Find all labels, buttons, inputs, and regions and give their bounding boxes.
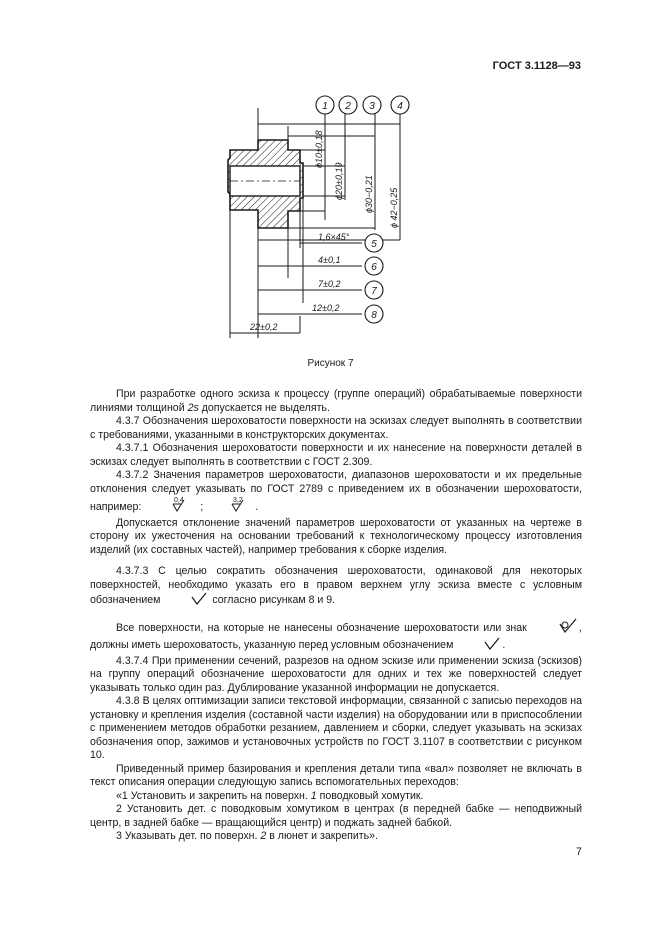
paragraph-deviation: Допускается отклонение значений параметров шероховатости от указанных на чертеже в сторону их ужесточения на основании требований к технологическому процессу изготовления изделий (их составных частей), например требования к сборке изделия. — [90, 516, 582, 556]
callout-label-7: 7 — [371, 286, 377, 297]
part-section — [228, 140, 303, 228]
roughness-check-icon — [165, 592, 207, 610]
dim-12: 12±0,2 — [312, 303, 340, 313]
transition-3: 3 Указывать дет. по поверхн. 2 в люнет и закрепить». — [116, 830, 378, 842]
page-number: 7 — [576, 846, 582, 858]
figure-caption: Рисунок 7 — [307, 358, 354, 369]
callout-label-2: 2 — [345, 101, 351, 112]
callout-label-3: 3 — [369, 101, 375, 112]
callout-label-8: 8 — [371, 310, 377, 321]
paragraph-1: При разработке одного эскиза к процессу (группе операций) обрабатываемые поверхности линиями толщиной 2s допускается не выделять. — [90, 388, 582, 414]
dim-22: 22±0,2 — [250, 322, 278, 332]
callout-label-1: 1 — [322, 101, 328, 112]
paragraph-4-3-8: 4.3.8 В целях оптимизации записи текстовой информации, связанной с записью переходов на установку и крепления изделия (составной части изделия) на оборудовании или в приспособлении с применением методов обработки резанием, давлением и сборки, следует указывать на эскизах обозначения опор, зажимов и установочных устройств по ГОСТ 3.1107 в соответствии с рисунком 10. — [90, 695, 582, 761]
dim-d42: ϕ 42−0,25 — [389, 187, 399, 228]
document-code: ГОСТ 3.1128—93 — [492, 60, 581, 72]
paragraph-4-3-7-3: 4.3.7.3 С целью сократить обозначения шероховатости, одинаковой для некоторых поверхностей, необходимо указать его в правом верхнем углу эскиза вместе с условным обозначением согласно рисункам 8 и 9. — [90, 565, 582, 610]
callout-label-5: 5 — [371, 239, 377, 250]
dim-4: 4±0,1 — [318, 255, 341, 265]
transition-2: 2 Установить дет. с поводковым хомутиком в центрах (в передней бабке — неподвижный центр, в задней бабке — вращающийся центр) и поджать задней бабкой. — [90, 803, 582, 829]
callout-label-4: 4 — [397, 101, 403, 112]
body-text — [90, 388, 582, 844]
no-roughness-sign-icon — [533, 618, 577, 638]
roughness-sign-0-4 — [146, 496, 198, 517]
paragraph-4-3-7-2: 4.3.7.2 Значения параметров шероховатости, диапазонов шероховатости и их предельные отклонения следует указывать по ГОСТ 2789 с приведением их в обозначении шероховатости, например: 0,4 ; 3,2 . — [90, 469, 582, 517]
roughness-sign-3-2 — [205, 496, 253, 517]
dim-d10: ϕ10±0,18 — [314, 130, 324, 168]
paragraph-4-3-7: 4.3.7 Обозначения шероховатости поверхности на эскизах следует выполнять в соответствии с требованиями, указанными в конструкторских документах. — [90, 415, 582, 441]
paragraph-4-3-7-1: 4.3.7.1 Обозначения шероховатости поверхности и их нанесение на поверхности деталей в эскизах следует выполнять в соответствии с ГОСТ 2.309. — [90, 442, 582, 468]
paragraph-all-surfaces: Все поверхности, на которые не нанесены обозначение шероховатости или знак , должны иметь шероховатость, указанную перед условным обозначением . — [90, 618, 582, 655]
callout-label-6: 6 — [371, 262, 377, 273]
svg-text:0,4: 0,4 — [174, 497, 184, 504]
dim-d20: ϕ20±0,19 — [334, 162, 344, 200]
dim-chamfer: 1,6×45° — [318, 232, 350, 242]
transition-1: «1 Установить и закрепить на поверхн. 1 поводковый хомутик. — [116, 789, 424, 802]
dim-7: 7±0,2 — [318, 279, 341, 289]
paragraph-example: Приведенный пример базирования и крепления детали типа «вал» позволяет не включать в текст описания операции следующую запись вспомогательных переходов: — [90, 762, 582, 788]
technical-drawing — [200, 88, 430, 348]
roughness-check-icon-2 — [458, 637, 500, 655]
svg-text:3,2: 3,2 — [233, 497, 243, 504]
paragraph-4-3-7-4: 4.3.7.4 При применении сечений, разрезов на одном эскизе или применении эскиза (эскизов) на группу операций обозначение шероховатости для одних и тех же поверхностей следует указывать только один раз. Дублирование указанной информации не допускается. — [90, 654, 582, 694]
dim-d30: ϕ30−0,21 — [364, 175, 374, 213]
